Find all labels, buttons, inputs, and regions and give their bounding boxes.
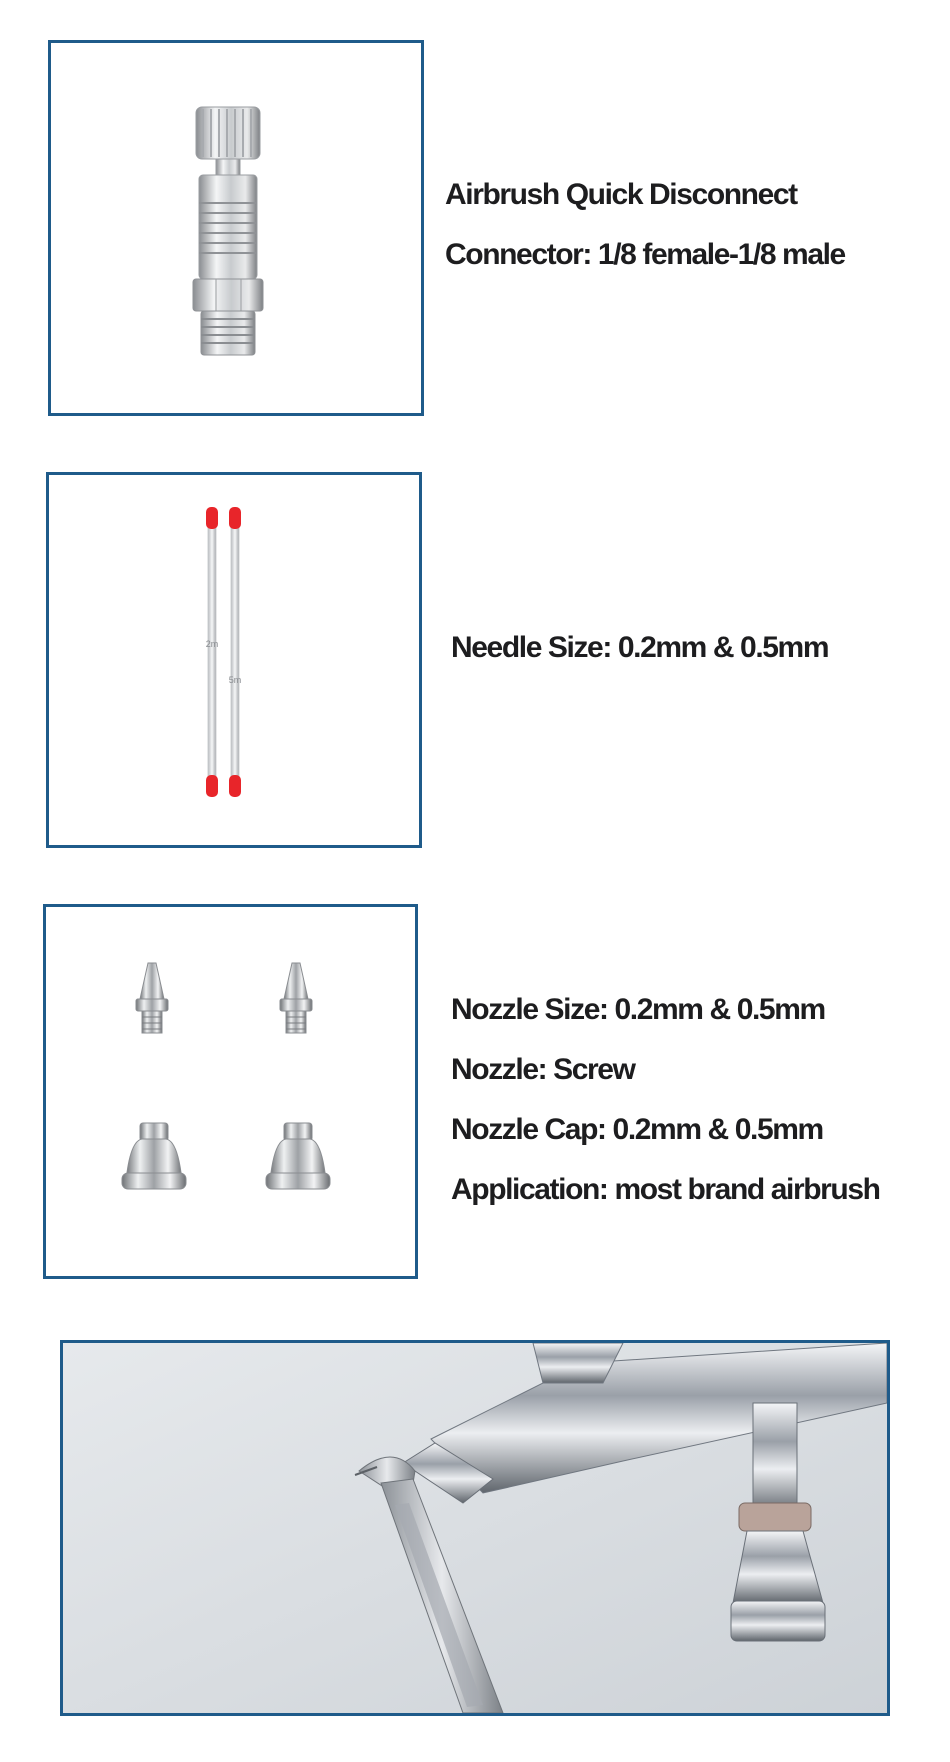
nozzles-and-caps-icon [46,907,415,1276]
spec-list-needles [451,618,828,678]
nozzle-cap-icon [266,1123,330,1189]
airbrush-closeup-photo [60,1340,890,1716]
spec-line-nozzle-type: Nozzle: Screw [451,1053,635,1086]
spec-line-nozzle-cap: Nozzle Cap: 0.2mm & 0.5mm [451,1113,823,1146]
spec-line-application: Application: most brand airbrush [451,1173,880,1206]
needle-mark-1: 2m [205,639,219,649]
spec-line-product-name: Airbrush Quick Disconnect [445,178,797,211]
product-image-frame-quick-disconnect [48,40,424,416]
spec-list-nozzles [451,980,880,1220]
needle-mark-2: 5m [228,675,242,685]
nozzle-icon [136,963,168,1033]
spec-line-connector: Connector: 1/8 female-1/8 male [445,238,845,271]
needles-icon [49,475,419,845]
quick-disconnect-icon [51,43,421,413]
spec-line-needle-size: Needle Size: 0.2mm & 0.5mm [451,631,829,664]
airbrush-wrench-icon [63,1343,887,1713]
nozzle-icon [280,963,312,1033]
product-image-frame-nozzles [43,904,418,1279]
nozzle-cap-icon [122,1123,186,1189]
spec-list-quick-disconnect [445,165,845,285]
product-image-frame-needles [46,472,422,848]
spec-line-nozzle-size: Nozzle Size: 0.2mm & 0.5mm [451,993,825,1026]
